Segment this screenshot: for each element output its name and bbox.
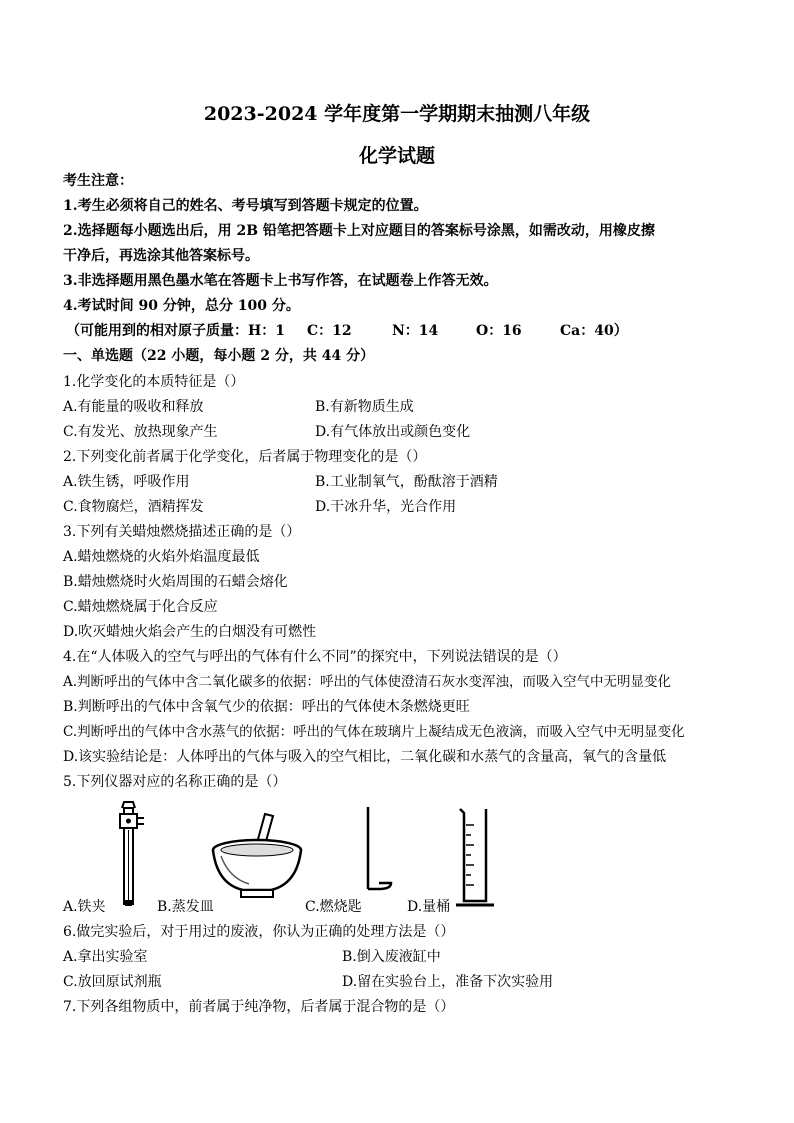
question-5-option-d: D.量桶 — [407, 899, 451, 915]
notice-item-1: 1.考生必须将自己的姓名、考号填写到答题卡规定的位置。 — [63, 198, 428, 214]
question-4-option-d: D.该实验结论是：人体呼出的气体与吸入的空气相比，二氧化碳和水蒸气的含量高，氧气的含量低 — [63, 749, 667, 765]
question-3-option-b: B.蜡烛燃烧时火焰周围的石蜡会熔化 — [63, 574, 288, 590]
question-1-option-b: B.有新物质生成 — [315, 399, 414, 415]
question-3-option-d: D.吹灭蜡烛火焰会产生的白烟没有可燃性 — [63, 624, 317, 640]
combustion-spoon-figure — [355, 805, 395, 897]
mass-h: H：1 — [248, 323, 285, 339]
question-1-option-a: A.有能量的吸收和释放 — [63, 399, 204, 415]
question-4-stem: 4.在“人体吸入的空气与呼出的气体有什么不同”的探究中，下列说法错误的是（） — [63, 649, 567, 665]
question-4-option-b: B.判断呼出的气体中含氧气少的依据：呼出的气体使木条燃烧更旺 — [63, 699, 470, 715]
question-6-option-d: D.留在实验台上，准备下次实验用 — [342, 974, 554, 990]
notice-item-2: 2.选择题每小题选出后，用 2B 铅笔把答题卡上对应题目的答案标号涂黑，如需改动，用橡皮擦 — [63, 223, 655, 239]
notice-item-2-cont: 干净后，再选涂其他答案标号。 — [63, 248, 259, 264]
question-2-option-c: C.食物腐烂，酒精挥发 — [63, 499, 204, 515]
mass-n: N：14 — [392, 323, 439, 339]
question-6-option-c: C.放回原试剂瓶 — [63, 974, 162, 990]
question-4-option-a: A.判断呼出的气体中含二氧化碳多的依据：呼出的气体使澄清石灰水变浑浊，而吸入空气中无明显变化 — [63, 674, 672, 690]
mass-ca: Ca：40） — [560, 323, 628, 339]
mass-c: C：12 — [307, 323, 352, 339]
graduated-cylinder-figure — [452, 805, 497, 910]
atomic-mass-prefix: （可能用到的相对原子质量： — [66, 323, 248, 339]
question-5-option-c: C.燃烧匙 — [305, 899, 362, 915]
question-2-stem: 2.下列变化前者属于化学变化，后者属于物理变化的是（） — [63, 449, 427, 465]
question-6-option-b: B.倒入废液缸中 — [342, 949, 441, 965]
question-3-option-a: A.蜡烛燃烧的火焰外焰温度最低 — [63, 549, 260, 565]
question-2-option-b: B.工业制氧气，酚酞溶于酒精 — [315, 474, 498, 490]
mass-o: O：16 — [476, 323, 522, 339]
question-4-option-c: C.判断呼出的气体中含水蒸气的依据：呼出的气体在玻璃片上凝结成无色液滴，而吸入空气中无明显变化 — [63, 724, 685, 740]
question-7-stem: 7.下列各组物质中，前者属于纯净物，后者属于混合物的是（） — [63, 999, 455, 1015]
question-3-option-c: C.蜡烛燃烧属于化合反应 — [63, 599, 218, 615]
question-5-option-b: B.蒸发皿 — [157, 899, 214, 915]
question-1-option-d: D.有气体放出或颜色变化 — [315, 424, 471, 440]
question-5-option-a: A.铁夹 — [63, 899, 106, 915]
notice-item-4: 4.考试时间 90 分钟，总分 100 分。 — [63, 298, 300, 314]
question-2-option-d: D.干冰升华，光合作用 — [315, 499, 457, 515]
question-1-stem: 1.化学变化的本质特征是（） — [63, 374, 245, 390]
question-5-stem: 5.下列仪器对应的名称正确的是（） — [63, 774, 287, 790]
notice-item-3: 3.非选择题用黑色墨水笔在答题卡上书写作答，在试题卷上作答无效。 — [63, 273, 498, 289]
iron-clamp-figure — [112, 800, 146, 908]
question-3-stem: 3.下列有关蜡烛燃烧描述正确的是（） — [63, 524, 301, 540]
exam-title: 2023-2024 学年度第一学期期末抽测八年级 — [203, 103, 591, 125]
mortar-pestle-figure — [207, 812, 307, 904]
atomic-mass-line — [66, 322, 628, 340]
section-heading: 一、单选题（22 小题，每小题 2 分，共 44 分） — [63, 348, 375, 364]
question-2-option-a: A.铁生锈，呼吸作用 — [63, 474, 190, 490]
notice-heading: 考生注意： — [63, 173, 133, 189]
question-1-option-c: C.有发光、放热现象产生 — [63, 424, 218, 440]
exam-subtitle: 化学试题 — [358, 145, 435, 167]
question-6-stem: 6.做完实验后，对于用过的废液，你认为正确的处理方法是（） — [63, 924, 455, 940]
question-6-option-a: A.拿出实验室 — [63, 949, 148, 965]
